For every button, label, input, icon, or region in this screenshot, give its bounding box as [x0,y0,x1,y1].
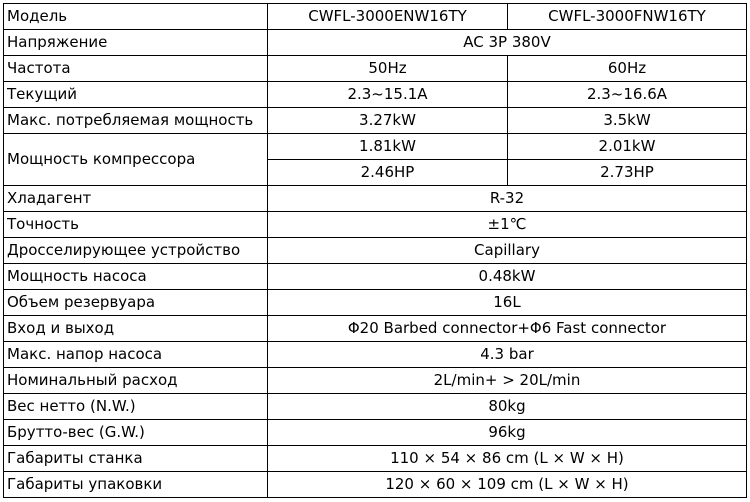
row-value-a: 3.27kW [268,108,508,134]
row-value-b: 3.5kW [508,108,747,134]
row-label: Мощность насоса [4,264,268,290]
row-value-a: 50Hz [268,56,508,82]
row-value: 110 × 54 × 86 cm (L × W × H) [268,446,747,472]
model-b-header: CWFL-3000FNW16TY [508,4,747,30]
table-row [4,264,747,290]
spec-table-container [3,3,747,498]
row-label: Габариты упаковки [4,472,268,498]
table-row [4,316,747,342]
row-label: Номинальный расход [4,368,268,394]
table-row [4,30,747,56]
table-header-row [4,4,747,30]
row-value: 2L/min+ > 20L/min [268,368,747,394]
row-value-b: 2.3~16.6A [508,82,747,108]
table-row [4,368,747,394]
row-label: Текущий [4,82,268,108]
row-label: Макс. потребляемая мощность [4,108,268,134]
row-value: ±1℃ [268,212,747,238]
row-value: Φ20 Barbed connector+Φ6 Fast connector [268,316,747,342]
row-label: Брутто-вес (G.W.) [4,420,268,446]
row-value-b: 2.73HP [508,160,747,186]
header-label: Модель [4,4,268,30]
row-value-a: 2.46HP [268,160,508,186]
row-label: Хладагент [4,186,268,212]
row-value-b: 2.01kW [508,134,747,160]
row-value: 16L [268,290,747,316]
table-row [4,82,747,108]
row-value-a: 1.81kW [268,134,508,160]
row-value: 96kg [268,420,747,446]
table-row [4,394,747,420]
row-label: Частота [4,56,268,82]
row-value: Capillary [268,238,747,264]
row-label: Вес нетто (N.W.) [4,394,268,420]
row-value: 4.3 bar [268,342,747,368]
table-row [4,56,747,82]
row-label: Мощность компрессора [4,134,268,186]
row-label: Дросселирующее устройство [4,238,268,264]
table-row [4,186,747,212]
row-label: Макс. напор насоса [4,342,268,368]
row-value-b: 60Hz [508,56,747,82]
table-row [4,134,747,160]
spec-table [3,3,747,498]
row-label: Габариты станка [4,446,268,472]
row-value-a: 2.3~15.1A [268,82,508,108]
model-a-header: CWFL-3000ENW16TY [268,4,508,30]
table-row [4,238,747,264]
row-value: 80kg [268,394,747,420]
row-value: AC 3P 380V [268,30,747,56]
table-row [4,212,747,238]
row-value: 120 × 60 × 109 cm (L × W × H) [268,472,747,498]
table-row [4,108,747,134]
row-label: Напряжение [4,30,268,56]
row-label: Объем резервуара [4,290,268,316]
table-row [4,290,747,316]
row-value: R-32 [268,186,747,212]
row-label: Вход и выход [4,316,268,342]
row-value: 0.48kW [268,264,747,290]
table-row [4,342,747,368]
table-row [4,472,747,498]
row-label: Точность [4,212,268,238]
table-row [4,420,747,446]
table-row [4,446,747,472]
